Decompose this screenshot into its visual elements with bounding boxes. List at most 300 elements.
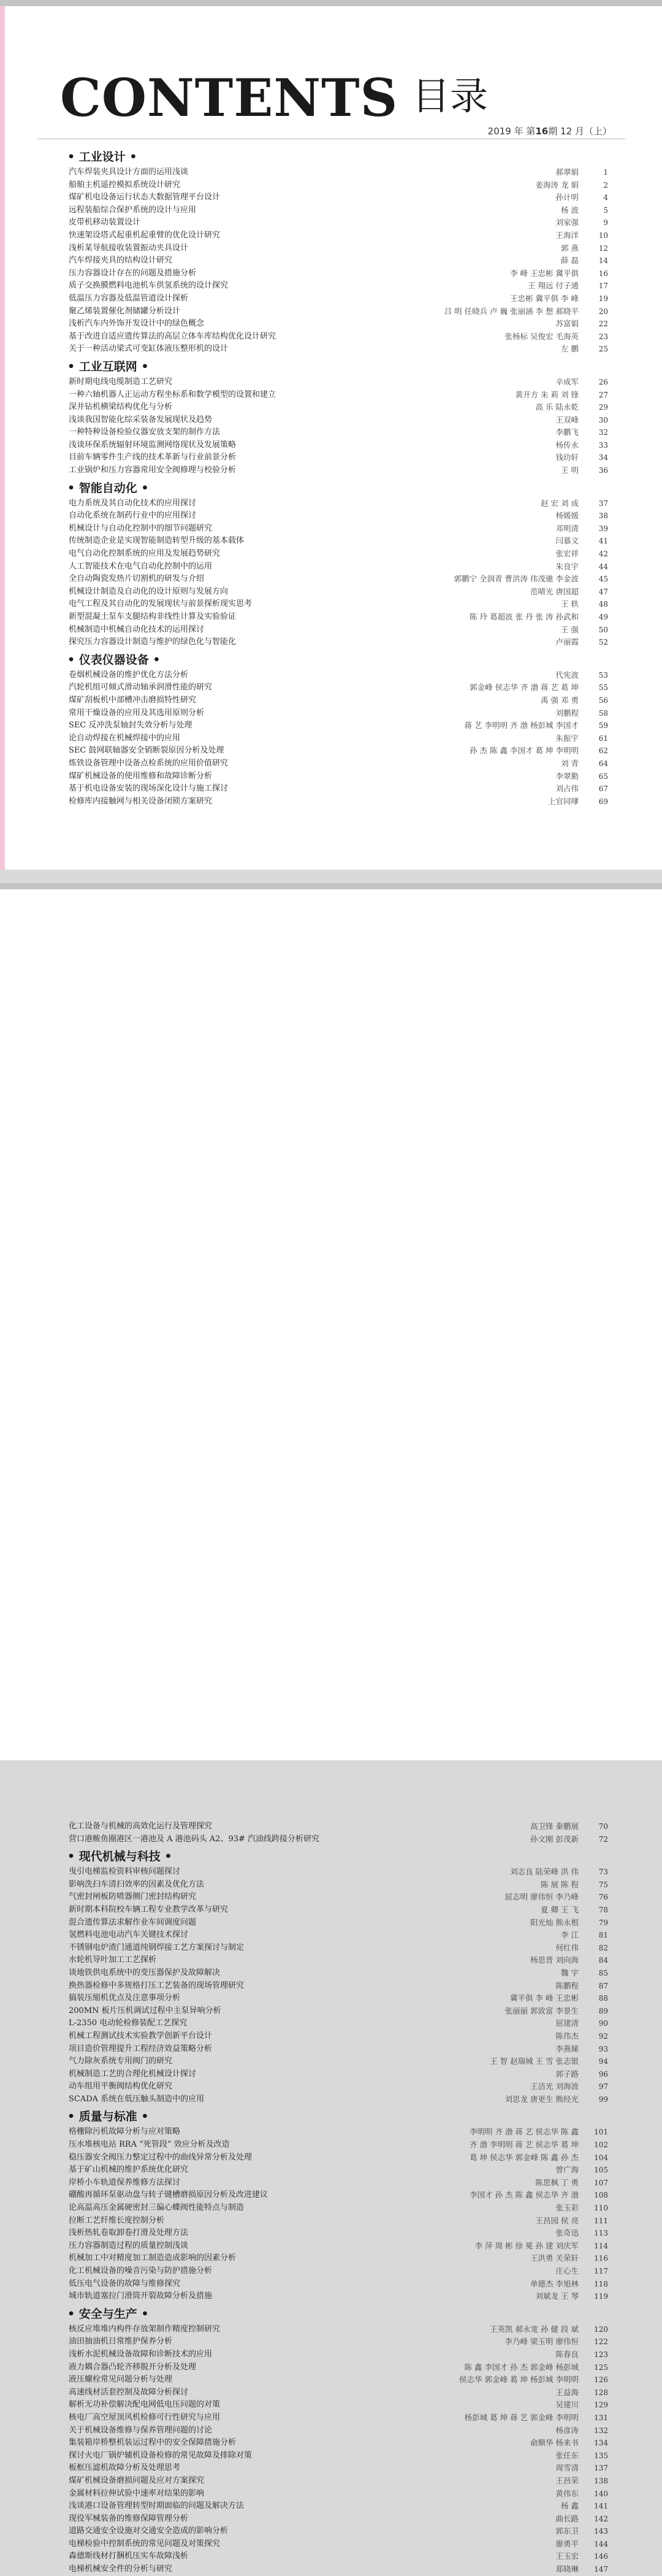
toc-entry[interactable] xyxy=(69,707,608,720)
toc-entry[interactable] xyxy=(69,1929,608,1942)
entry-page-number: 120 xyxy=(594,2325,608,2334)
entry-page-number: 65 xyxy=(598,772,608,781)
toc-entry[interactable] xyxy=(69,2361,608,2374)
entry-title: 压水堆核电站 RRA “死管段” 效应分析及改造 xyxy=(69,2140,230,2150)
entry-authors: 王海洋 xyxy=(555,230,579,240)
toc-entry[interactable] xyxy=(69,280,608,293)
entry-title: 探究压力容器设计制造与维护的绿色化与智能化 xyxy=(69,637,237,647)
entry-page-number: 44 xyxy=(598,562,608,571)
toc-entry[interactable] xyxy=(69,2550,608,2563)
entry-title: 板框压滤机故障分析及处理思考 xyxy=(69,2463,181,2473)
toc-entry[interactable] xyxy=(69,2450,608,2463)
toc-entry[interactable] xyxy=(69,681,608,694)
entry-title: 目前车辆零件生产线的技术革新与行业前景分析 xyxy=(69,453,237,462)
entry-title: 常用干燥设备的应用及其选用原则分析 xyxy=(69,708,205,718)
entry-authors: 黄开方 朱 莉 刘 锋 xyxy=(515,389,579,399)
toc-entry[interactable] xyxy=(69,2177,608,2190)
entry-page-number: 52 xyxy=(598,638,608,647)
entry-page-number: 123 xyxy=(594,2350,608,2359)
entry-authors: 王双峰 xyxy=(555,415,579,424)
entry-title: 电梯检验中控制系统的常见问题及对策探究 xyxy=(69,2539,221,2548)
toc-entry[interactable] xyxy=(69,535,608,548)
entry-page-number: 104 xyxy=(594,2153,608,2162)
toc-entry[interactable] xyxy=(69,2126,608,2139)
toc-entry[interactable] xyxy=(69,598,608,611)
entry-title: 影响洗扫车清扫效率的因素及优化方法 xyxy=(69,1879,205,1889)
entry-page-number: 73 xyxy=(598,1868,608,1877)
entry-title: 一种特种设备检验仪器安放支架的制作方法 xyxy=(69,427,221,437)
entry-title: 金属材料拉伸试验中速率对结果的影响 xyxy=(69,2488,205,2498)
entry-authors: 廖勇平 xyxy=(555,2539,579,2548)
entry-authors: 李明明 齐 渤 蒋 艺 侯志华 陈 鑫 xyxy=(470,2127,579,2137)
entry-title: 动车组用平衡阀结构优化研究 xyxy=(69,2082,173,2091)
toc-entry[interactable] xyxy=(69,2227,608,2240)
toc-entry[interactable] xyxy=(69,2412,608,2425)
section-heading: • 智能自动化 • xyxy=(67,481,149,495)
entry-authors: 张丽丽 郭致富 李景生 xyxy=(504,2006,579,2015)
toc-entry[interactable] xyxy=(69,523,608,535)
entry-title: 核反应堆堆内构件存放架制作精度控制研究 xyxy=(69,2324,221,2334)
toc-entry[interactable] xyxy=(69,255,608,267)
toc-entry[interactable] xyxy=(69,2488,608,2501)
toc-entry[interactable] xyxy=(69,389,608,402)
entry-title: 基于矿山机械的维护系统优化研究 xyxy=(69,2165,189,2175)
entry-title: 质子交换膜燃料电池机车供氢系统的设计探究 xyxy=(69,281,229,291)
entry-page-number: 16 xyxy=(598,269,608,278)
entry-authors: 吕 明 任晓兵 卢 巍 张丽涵 李 想 郝晓平 xyxy=(444,306,579,316)
toc-entry[interactable] xyxy=(69,2164,608,2177)
toc-entry[interactable] xyxy=(69,2290,608,2303)
entry-authors: 郭金峰 侯志华 齐 渤 蒋 艺 葛 坤 xyxy=(470,683,579,692)
entry-page-number: 140 xyxy=(594,2489,608,2498)
entry-page-number: 34 xyxy=(598,453,608,462)
entry-authors: 张玉彩 xyxy=(555,2203,579,2213)
toc-entry[interactable] xyxy=(69,770,608,783)
entry-page-number: 89 xyxy=(598,2006,608,2015)
entry-page-number: 50 xyxy=(598,625,608,634)
entry-page-number: 90 xyxy=(598,2019,608,2028)
entry-page-number: 45 xyxy=(598,575,608,584)
toc-entry[interactable] xyxy=(69,561,608,573)
toc-entry[interactable] xyxy=(69,2475,608,2488)
entry-page-number: 32 xyxy=(598,428,608,437)
entry-page-number: 132 xyxy=(594,2426,608,2435)
entry-authors: 郭鹏宁 全润青 曹洪涛 伟茂驰 李金波 xyxy=(454,574,579,584)
toc-entry[interactable] xyxy=(69,2139,608,2152)
entry-authors: 闫慕文 xyxy=(555,536,579,546)
toc-entry[interactable] xyxy=(69,745,608,757)
entry-title: 浅析某导航接收装置振动夹具设计 xyxy=(69,243,189,253)
entry-title: 皮带机移动装置设计 xyxy=(69,218,141,228)
entry-authors: 李国才 孙 杰 陈 鑫 侯志华 齐 渤 xyxy=(470,2190,579,2200)
entry-title: 快速架设塔式起重机起重臂的优化设计研究 xyxy=(69,230,221,240)
toc-entry[interactable] xyxy=(69,2525,608,2538)
entry-authors: 刘占伟 xyxy=(555,784,579,794)
toc-entry[interactable] xyxy=(69,795,608,808)
toc-entry[interactable] xyxy=(69,719,608,732)
entry-page-number: 134 xyxy=(594,2439,608,2448)
entry-page-number: 49 xyxy=(598,613,608,621)
toc-page-1 xyxy=(0,0,662,870)
entry-page-number: 82 xyxy=(598,1943,608,1952)
toc-entry[interactable] xyxy=(69,2152,608,2164)
issue-line xyxy=(488,125,612,137)
entry-title: 汽车焊接夹具的结构设计研究 xyxy=(69,256,173,266)
entry-authors: 冀平俱 李 峰 王忠彬 xyxy=(510,1993,579,2003)
entry-page-number: 33 xyxy=(598,440,608,450)
entry-page-number: 9 xyxy=(603,218,608,228)
entry-title: 机械设计制造及自动化的设计原则与发展方向 xyxy=(69,586,229,596)
entry-authors: 范晴光 唐国超 xyxy=(530,586,579,596)
entry-page-number: 118 xyxy=(594,2279,608,2288)
toc-entry[interactable] xyxy=(69,1891,608,1904)
issue-number: 16 xyxy=(535,126,549,137)
entry-page-number: 58 xyxy=(598,708,608,718)
entry-title: L-2350 电动轮检修装配工艺探究 xyxy=(69,2018,188,2028)
entry-authors: 杨彭城 葛 坤 蒋 艺 郭金峰 李明明 xyxy=(464,2412,579,2422)
toc-entry[interactable] xyxy=(69,1879,608,1892)
entry-page-number: 79 xyxy=(598,1918,608,1927)
toc-entry[interactable] xyxy=(69,229,608,242)
toc-entry[interactable] xyxy=(69,1980,608,1993)
entry-authors: 刘 青 xyxy=(561,758,579,768)
toc-entry[interactable] xyxy=(69,2500,608,2513)
entry-page-number: 108 xyxy=(594,2191,608,2200)
toc-entry[interactable] xyxy=(69,166,608,179)
entry-title: 液压螺栓常见问题分析与处理 xyxy=(69,2375,173,2385)
entry-authors: 陈鹏程 xyxy=(555,1980,579,1990)
toc-entry[interactable] xyxy=(69,2374,608,2386)
toc-entry[interactable] xyxy=(69,2425,608,2437)
entry-title: 城市轨道塞拉门滑筒开裂故障分析及措施 xyxy=(69,2291,213,2301)
entry-title: 机械制造中机械自动化技术的运用探讨 xyxy=(69,624,205,634)
entry-authors: 陈思枫 丁 勇 xyxy=(535,2177,579,2187)
entry-title: 搞装压缩机优点及注意事项分析 xyxy=(69,1993,181,2003)
toc-entry[interactable] xyxy=(69,426,608,439)
entry-page-number: 87 xyxy=(598,1981,608,1990)
entry-authors: 曾广海 xyxy=(555,2165,579,2175)
entry-page-number: 72 xyxy=(598,1834,608,1844)
toc-entry[interactable] xyxy=(69,204,608,217)
toc-entry[interactable] xyxy=(69,2043,608,2056)
entry-title: 不锈钢电炉渣门通道纯钢焊接工艺方案探讨与制定 xyxy=(69,1942,245,1952)
toc-entry[interactable] xyxy=(69,1954,608,1967)
entry-title: 论高温高压金属硬密封三偏心蝶阀性能特点与制造 xyxy=(69,2203,245,2213)
entry-page-number: 22 xyxy=(598,320,608,329)
toc-entry[interactable] xyxy=(69,191,608,204)
section-heading: • 工业设计 • xyxy=(67,150,137,164)
entry-authors: 李翠勤 xyxy=(555,771,579,781)
entry-title: 气力除灰系统专用阀门的研究 xyxy=(69,2057,173,2066)
entry-title: 解析无功补偿解决配电网低电压问题的对策 xyxy=(69,2400,221,2410)
entry-page-number: 147 xyxy=(594,2565,608,2574)
entry-authors: 郭 燕 xyxy=(561,243,579,253)
entry-page-number: 17 xyxy=(598,282,608,291)
entry-title: 硼酸再循环泵驱动盘与转子键槽磨损原因分析及改进建议 xyxy=(69,2190,268,2200)
toc-entry[interactable] xyxy=(69,401,608,414)
entry-page-number: 96 xyxy=(598,2069,608,2079)
toc-entry[interactable] xyxy=(69,1942,608,1955)
entry-authors: 王英凯 郝永宽 孙 健 段 斌 xyxy=(490,2324,579,2334)
entry-page-number: 39 xyxy=(598,524,608,533)
entry-page-number: 85 xyxy=(598,1968,608,1977)
entry-title: 工业锅炉和压力容器常用安全阀修理与校验分析 xyxy=(69,466,237,475)
toc-entry[interactable] xyxy=(69,439,608,452)
entry-title: 项目造价管理提升工程经济效益策略分析 xyxy=(69,2044,213,2053)
toc-entry[interactable] xyxy=(69,331,608,343)
entry-page-number: 55 xyxy=(598,683,608,692)
entry-title: 浅析水泥机械设备故障和诊断技术的应用 xyxy=(69,2349,213,2359)
toc-entry[interactable] xyxy=(69,624,608,637)
toc-entry[interactable] xyxy=(69,2437,608,2450)
toc-entry[interactable] xyxy=(69,783,608,795)
entry-authors: 朱良宇 xyxy=(555,561,579,571)
entry-page-number: 30 xyxy=(598,415,608,424)
toc-entry[interactable] xyxy=(69,179,608,192)
entry-title: 低温压力容器及低温管道设计探析 xyxy=(69,293,189,303)
toc-entry[interactable] xyxy=(69,464,608,477)
entry-authors: 张奇迅 xyxy=(555,2228,579,2238)
entry-page-number: 56 xyxy=(598,696,608,705)
entry-title: 油田抽油机日常维护保养分析 xyxy=(69,2337,173,2347)
toc-entry[interactable] xyxy=(69,2386,608,2399)
toc-entry[interactable] xyxy=(69,217,608,229)
issue-month-label: 月（上） xyxy=(574,126,612,137)
toc-entry[interactable] xyxy=(69,2215,608,2228)
toc-entry[interactable] xyxy=(69,2202,608,2215)
entry-title: 岸桥小车轨道保养维修方法探讨 xyxy=(69,2177,181,2187)
entry-page-number: 78 xyxy=(598,1905,608,1914)
entry-authors: 陈 鑫 李国才 孙 杰 郭金峰 杨彭城 xyxy=(464,2362,579,2372)
toc-entry[interactable] xyxy=(69,2348,608,2361)
toc-entry[interactable] xyxy=(69,1904,608,1917)
entry-authors: 黄伟东 xyxy=(555,2488,579,2498)
entry-title: 远程装船综合保护系统的设计与应用 xyxy=(69,205,197,215)
entry-title: SEC 反冲洗泵轴封失效分析与处理 xyxy=(69,721,192,730)
entry-title: 卷烟机械设备的维护优化方法分析 xyxy=(69,670,189,680)
entry-page-number: 19 xyxy=(598,294,608,303)
toc-entry[interactable] xyxy=(69,611,608,624)
toc-entry[interactable] xyxy=(69,732,608,745)
toc-entry[interactable] xyxy=(69,669,608,682)
entry-title: 论自动焊接在机械焊接中的应用 xyxy=(69,733,181,743)
entry-page-number: 102 xyxy=(594,2141,608,2150)
entry-authors: 孙计明 xyxy=(555,193,579,202)
entry-page-number: 116 xyxy=(594,2254,608,2263)
entry-title: 深井钻机横梁结构优化与分析 xyxy=(69,402,173,412)
entry-title: 汽轮机组可倾式滑动轴承润滑性能的研究 xyxy=(69,683,213,692)
entry-title: 电气工程及其自动化的发展现状与前景探析现实思考 xyxy=(69,599,253,609)
entry-page-number: 14 xyxy=(598,256,608,266)
entry-authors: 上官同嗲 xyxy=(547,796,579,806)
toc-entry[interactable] xyxy=(69,2240,608,2253)
toc-entry[interactable] xyxy=(69,318,608,331)
entry-page-number: 70 xyxy=(598,1822,608,1831)
issue-year: 2019 xyxy=(487,126,511,137)
toc-entry[interactable] xyxy=(69,2278,608,2291)
entry-title: 浅谈我国智能化综采装备发展现状及趋势 xyxy=(69,415,213,424)
entry-page-number: 69 xyxy=(598,797,608,806)
toc-entry[interactable] xyxy=(69,1992,608,2005)
entry-title: 关于机械设备维修与保养管理问题的讨论 xyxy=(69,2425,213,2435)
entry-page-number: 1 xyxy=(603,168,608,177)
entry-title: 机械设计与自动化控制中的细节问题研究 xyxy=(69,523,213,533)
entry-title: 煤矿刮板机中部槽冲击磨损特性研究 xyxy=(69,695,197,705)
entry-authors: 钱玏轩 xyxy=(555,453,579,462)
toc-entry[interactable] xyxy=(69,2399,608,2412)
entry-authors: 辛成军 xyxy=(555,377,579,386)
entry-authors: 张宏祥 xyxy=(555,549,579,559)
toc-entry[interactable] xyxy=(69,2189,608,2202)
toc-entry[interactable] xyxy=(69,2336,608,2348)
entry-page-number: 10 xyxy=(598,231,608,240)
entry-authors: 高 乐 陆永乾 xyxy=(535,402,579,412)
toc-entry[interactable] xyxy=(69,1866,608,1879)
entry-authors: 周雪清 xyxy=(555,2463,579,2473)
entry-authors: 朱振宇 xyxy=(555,733,579,743)
toc-entry[interactable] xyxy=(69,636,608,649)
entry-page-number: 117 xyxy=(594,2267,608,2275)
entry-page-number: 125 xyxy=(594,2363,608,2372)
entry-authors: 代宪波 xyxy=(555,670,579,680)
entry-authors: 王益海 xyxy=(555,2387,579,2397)
entry-page-number: 4 xyxy=(603,193,608,202)
toc-entry[interactable] xyxy=(69,2080,608,2093)
issue-pre-label: 第 xyxy=(526,126,536,137)
entry-page-number: 37 xyxy=(598,499,608,508)
entry-authors: 郭东卫 xyxy=(555,2526,579,2536)
entry-title: 化工机械设备的噪音污染与防护措施分析 xyxy=(69,2266,213,2275)
entry-title: 检修库内接触网与相关设备闭锁方案研究 xyxy=(69,796,213,806)
toc-entry[interactable] xyxy=(69,376,608,389)
toc-entry[interactable] xyxy=(69,2513,608,2526)
entry-page-number: 113 xyxy=(594,2229,608,2238)
entry-authors: 杨媛媛 xyxy=(555,511,579,521)
entry-page-number: 2 xyxy=(603,180,608,190)
toc-entry[interactable] xyxy=(69,2538,608,2551)
entry-page-number: 94 xyxy=(598,2057,608,2066)
contents-title: CONTENTS xyxy=(60,67,398,128)
entry-authors: 杨传永 xyxy=(555,440,579,450)
toc-entry[interactable] xyxy=(69,451,608,464)
toc-entry[interactable] xyxy=(69,293,608,305)
entry-page-number: 75 xyxy=(598,1880,608,1889)
entry-page-number: 143 xyxy=(594,2527,608,2536)
entry-authors: 蒋 艺 李明明 齐 渤 杨彭城 李国才 xyxy=(464,721,579,730)
entry-page-number: 99 xyxy=(598,2095,608,2104)
entry-authors: 杨思晋 刘向海 xyxy=(530,1955,579,1965)
toc-entry[interactable] xyxy=(69,2323,608,2336)
entry-page-number: 12 xyxy=(598,243,608,253)
entry-page-number: 47 xyxy=(598,587,608,596)
entry-page-number: 144 xyxy=(594,2539,608,2548)
entry-title: 曳引电梯监检资料审核问题探讨 xyxy=(69,1867,181,1877)
entry-authors: 李乃峰 梁玉明 廖伟恒 xyxy=(504,2337,579,2347)
entry-authors: 孙 杰 陈 鑫 李国才 葛 坤 李明明 xyxy=(470,746,579,756)
toc-entry[interactable] xyxy=(69,586,608,599)
toc-entry[interactable] xyxy=(69,757,608,770)
entry-page-number: 131 xyxy=(594,2413,608,2422)
toc-entry[interactable] xyxy=(69,2005,608,2018)
toc-entry[interactable] xyxy=(69,242,608,255)
entry-title: 人工智能技术在电气自动化控制中的运用 xyxy=(69,561,213,571)
entry-title: 压力容器制造过程的质量控制浅谈 xyxy=(69,2241,189,2250)
entry-authors: 王 智 赵瑞城 王 雪 张志银 xyxy=(490,2057,579,2066)
entry-title: 核电厂高空屋顶风机检修可行性研究与应用 xyxy=(69,2412,221,2422)
entry-title: 全自动陶瓷发热片切割机的研发与介绍 xyxy=(69,574,205,584)
contents-title-cn: 目录 xyxy=(412,74,489,118)
toc-entry[interactable] xyxy=(69,694,608,707)
toc-entry[interactable] xyxy=(69,548,608,561)
entry-title: 新时期电线电缆制造工艺研究 xyxy=(69,377,173,386)
toc-page-2 xyxy=(0,883,662,2574)
toc-entry[interactable] xyxy=(69,2093,608,2106)
toc-entry[interactable] xyxy=(69,2462,608,2475)
toc-entry[interactable] xyxy=(69,1967,608,1980)
entry-title: 新型混凝土泵车支腿结构非线性计算及实验验证 xyxy=(69,612,237,621)
entry-title: SCADA 系统在低压触头制造中的应用 xyxy=(69,2094,205,2104)
toc-entry[interactable] xyxy=(69,2017,608,2030)
entry-title: 道路交通安全设施对交通安全造成的影响分析 xyxy=(69,2526,229,2536)
entry-authors: 郑晓琳 xyxy=(555,2564,579,2574)
entry-page-number: 61 xyxy=(598,734,608,743)
entry-title: 谈地铁供电系统中的变压器保护及故障解决 xyxy=(69,1968,221,1977)
entry-authors: 何红伟 xyxy=(555,1942,579,1952)
toc-entry[interactable] xyxy=(69,2055,608,2068)
entry-authors: 屈志明 廖伟恒 李乃峰 xyxy=(504,1892,579,1902)
section-heading: • 现代机械与科技 • xyxy=(67,1850,172,1864)
toc-entry[interactable] xyxy=(69,1917,608,1930)
entry-title: SEC 鼓网联轴器安全销断裂原因分析及处理 xyxy=(69,746,224,756)
entry-page-number: 84 xyxy=(598,1956,608,1965)
toc-entry[interactable] xyxy=(69,573,608,586)
issue-post-label: 期 xyxy=(548,126,558,137)
entry-title: 稳压器安全阀压力整定过程中的曲线异常分析及处理 xyxy=(69,2152,253,2162)
entry-authors: 刘鹏程 xyxy=(555,708,579,718)
toc-entry[interactable] xyxy=(69,1820,608,1833)
entry-authors: 王洁光 刘海波 xyxy=(530,2082,579,2091)
toc-entry[interactable] xyxy=(69,1833,608,1846)
toc-entry[interactable] xyxy=(69,510,608,523)
entry-page-number: 111 xyxy=(594,2216,608,2225)
issue-month: 12 xyxy=(560,126,573,137)
entry-page-number: 119 xyxy=(594,2292,608,2301)
toc-entry[interactable] xyxy=(69,2030,608,2043)
toc-entry[interactable] xyxy=(69,2563,608,2576)
entry-title: 200MN 板片压机调试过程中主泵异响分析 xyxy=(69,2006,221,2015)
entry-page-number: 92 xyxy=(598,2031,608,2041)
toc-entry[interactable] xyxy=(69,414,608,427)
entry-title: 换热器检修中多规格打压工艺装备的现场管理研究 xyxy=(69,1980,245,1990)
entry-authors: 张杨标 吴俊宏 毛海英 xyxy=(504,331,579,341)
entry-title: 浅谈港口设备管理转型时期面临的问题及解决方法 xyxy=(69,2501,245,2511)
entry-title: 混合遗传算法求解作业车间调度问题 xyxy=(69,1917,197,1927)
toc-entry[interactable] xyxy=(69,2252,608,2265)
toc-entry[interactable] xyxy=(69,2265,608,2278)
toc-entry[interactable] xyxy=(69,343,608,356)
toc-entry[interactable] xyxy=(69,2068,608,2081)
entry-page-number: 76 xyxy=(598,1893,608,1902)
toc-entry[interactable] xyxy=(69,305,608,318)
entry-authors: 魏 宇 xyxy=(561,1968,579,1977)
entry-authors: 王昌园 侯 亮 xyxy=(535,2215,579,2225)
toc-entry[interactable] xyxy=(69,267,608,280)
entry-title: 电力系统及其自动化技术的应用探讨 xyxy=(69,498,197,508)
issue-year-label: 年 xyxy=(514,126,523,137)
entry-authors: 李 峰 王忠彬 冀平俱 xyxy=(510,268,579,278)
toc-entry[interactable] xyxy=(69,497,608,510)
entry-page-number: 97 xyxy=(598,2082,608,2091)
